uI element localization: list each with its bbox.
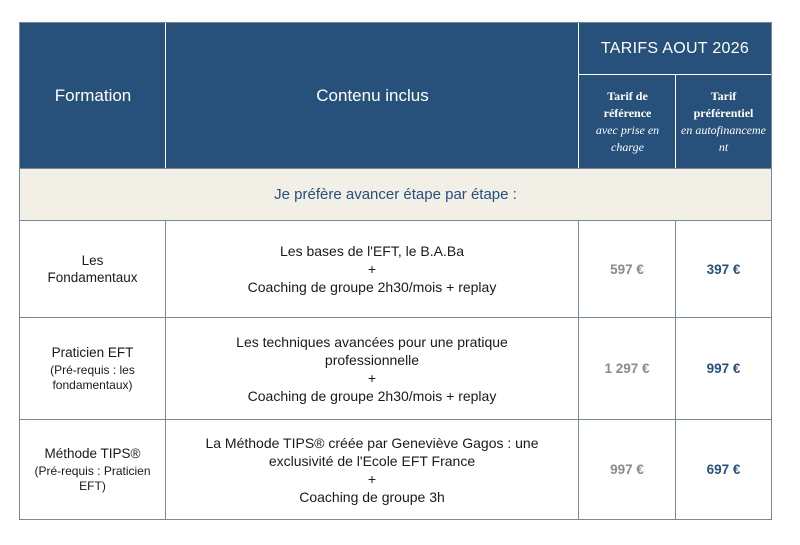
price-reference: 597 €	[610, 261, 644, 277]
tarif-reference-note: avec prise en charge	[595, 122, 660, 154]
table-row-2-formation	[20, 318, 165, 419]
table-row-2-price-preferentiel	[676, 318, 771, 419]
formation-prerequisite: (Pré-requis : les fondamentaux)	[50, 363, 135, 392]
price-reference: 1 297 €	[604, 361, 650, 376]
table-row-2-contenu	[166, 318, 578, 419]
content-line-2: Coaching de groupe 2h30/mois + replay	[247, 279, 497, 295]
formation-name: Les Fondamentaux	[47, 253, 138, 285]
content-line-2: Coaching de groupe 3h	[299, 488, 445, 505]
formation-name: Méthode TIPS®	[44, 446, 141, 461]
formation-prerequisite: (Pré-requis : Praticien EFT)	[34, 464, 151, 493]
header-contenu-label: Contenu inclus	[316, 85, 429, 105]
header-tarif-preferentiel	[676, 75, 771, 168]
table-row-3-price-preferentiel	[676, 420, 771, 519]
header-tarifs	[579, 23, 771, 75]
price-reference: 997 €	[610, 462, 644, 477]
table-row-1-contenu	[166, 221, 578, 317]
table-row-1-formation	[20, 221, 165, 317]
table-row-1-price-preferentiel	[676, 221, 771, 317]
section-band-label: Je préfère avancer étape par étape :	[274, 185, 517, 203]
content-line-2: Coaching de groupe 2h30/mois + replay	[247, 387, 497, 404]
content-line-1: Les bases de l'EFT, le B.A.Ba	[280, 243, 464, 259]
tarif-reference-title: Tarif de référence	[603, 88, 652, 120]
price-preferentiel: 997 €	[706, 361, 741, 376]
table-row-3-price-reference	[579, 420, 675, 519]
pricing-table	[19, 22, 772, 520]
header-formation-label: Formation	[54, 85, 132, 105]
tarif-preferentiel-note: en autofinancement	[681, 122, 766, 154]
table-row-1-price-reference	[579, 221, 675, 317]
tarif-preferentiel-title: Tarif préférentiel	[693, 88, 754, 120]
section-band	[20, 168, 771, 220]
table-row-2-price-reference	[579, 318, 675, 419]
content-line-1: La Méthode TIPS® créée par Geneviève Gagos : une exclusivité de l'Ecole EFT France	[205, 434, 539, 469]
header-contenu	[166, 23, 579, 168]
header-tarif-reference	[579, 75, 676, 168]
header-formation	[20, 23, 166, 168]
table-row-3-contenu	[166, 420, 578, 519]
price-preferentiel: 697 €	[706, 462, 741, 477]
table-row-3-formation	[20, 420, 165, 519]
content-plus: +	[367, 369, 377, 386]
content-plus: +	[367, 261, 377, 277]
formation-name: Praticien EFT	[51, 345, 134, 360]
content-plus: +	[367, 470, 377, 487]
header-tarifs-label: TARIFS AOUT 2026	[600, 40, 750, 57]
price-preferentiel: 397 €	[706, 261, 741, 277]
content-line-1: Les techniques avancées pour une pratique professionnelle	[236, 333, 508, 368]
